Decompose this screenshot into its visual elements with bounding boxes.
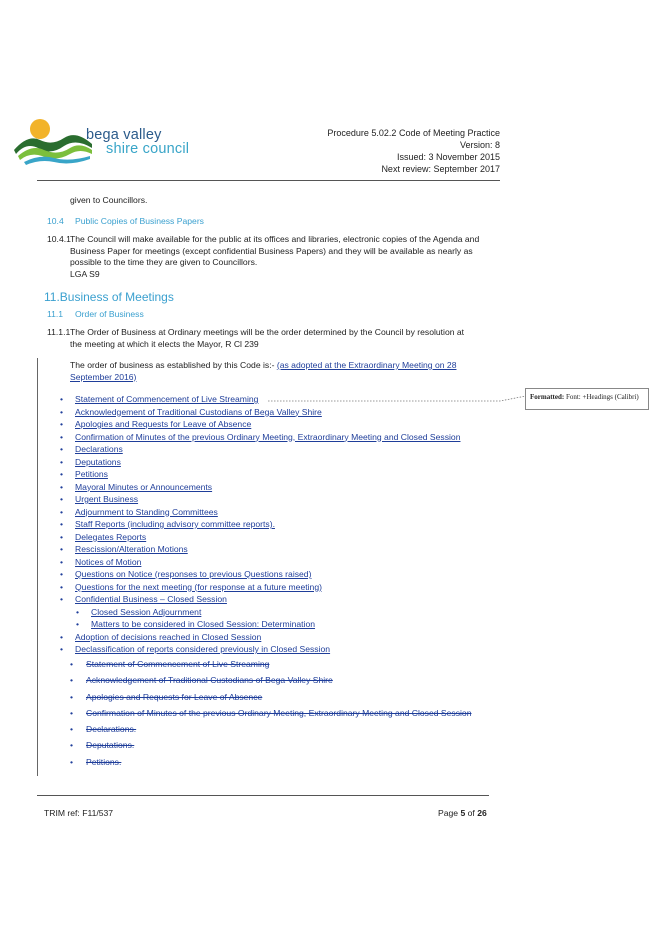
deleted-list-item: • Apologies and Requests for Leave of Absence [68, 689, 471, 705]
deleted-list-item: • Petitions. [68, 754, 471, 770]
paragraph-11-1-1-number: 11.1.1 [47, 327, 71, 337]
list-item: • Notices of Motion [58, 556, 460, 569]
list-item: • Confidential Business – Closed Session [58, 593, 460, 606]
inserted-text: (as adopted at the Extraordinary Meeting on 28 [276, 360, 457, 370]
list-item: • Deputations [58, 456, 460, 469]
comment-leader-line [268, 392, 528, 404]
deleted-list-item: • Declarations. [68, 721, 471, 737]
deleted-list-item: • Acknowledgement of Traditional Custodians of Bega Valley Shire [68, 672, 471, 688]
section-10-4-number: 10.4 [47, 216, 64, 226]
paragraph-10-4-1 [70, 234, 510, 280]
list-item: • Declassification of reports considered previously in Closed Session [58, 643, 460, 656]
logo-hills-icon [14, 116, 94, 166]
inserted-text: September 2016) [70, 371, 137, 382]
list-item: • Questions on Notice (responses to previous Questions raised) [58, 568, 460, 581]
next-review-date: Next review: September 2017 [381, 164, 500, 174]
paragraph-line: Business Paper for meetings (except confidential Business Papers) and they will be available as nearly as [70, 245, 473, 256]
list-item: • Adjournment to Standing Committees [58, 506, 460, 519]
logo-text-line1: bega valley [86, 127, 162, 143]
comment-balloon[interactable] [525, 388, 649, 410]
list-item: • Statement of Commencement of Live Streaming [58, 393, 460, 406]
list-item: • Confirmation of Minutes of the previous Ordinary Meeting, Extraordinary Meeting and Closed Session [58, 431, 460, 444]
legislation-ref: LGA S9 [70, 268, 100, 279]
deleted-list-item: • Deputations. [68, 737, 471, 753]
comment-text: Font: +Headings (Calibri) [564, 393, 639, 401]
list-item: • Acknowledgement of Traditional Custodians of Bega Valley Shire [58, 406, 460, 419]
deleted-list-item: • Confirmation of Minutes of the previous Ordinary Meeting, Extraordinary Meeting and Closed Session [68, 705, 471, 721]
list-item: • Staff Reports (including advisory committee reports). [58, 518, 460, 531]
section-11-1-number: 11.1 [47, 309, 64, 319]
paragraph-line: the meeting at which it elects the Mayor, R Cl 239 [70, 338, 259, 349]
sub-list-item: • Closed Session Adjournment [58, 606, 460, 619]
list-item: • Apologies and Requests for Leave of Absence [58, 418, 460, 431]
page-number: Page 5 of 26 [438, 808, 487, 818]
heading-business-of-meetings: 11.Business of Meetings [44, 290, 174, 304]
list-item: • Urgent Business [58, 493, 460, 506]
footer-divider [37, 795, 489, 796]
list-item: • Adoption of decisions reached in Closed Session [58, 631, 460, 644]
continued-text: given to Councillors. [70, 195, 148, 205]
section-11-1-title: Order of Business [75, 309, 144, 319]
current-page: 5 [460, 808, 466, 818]
total-pages: 26 [477, 808, 487, 818]
header-divider [37, 180, 500, 181]
procedure-title: Procedure 5.02.2 Code of Meeting Practice [327, 128, 500, 138]
logo-text-line2: shire council [106, 141, 190, 157]
list-item: • Mayoral Minutes or Announcements [58, 481, 460, 494]
issued-date: Issued: 3 November 2015 [396, 152, 500, 162]
comment-label: Formatted: [530, 393, 565, 401]
paragraph-line: The Order of Business at Ordinary meetings will be the order determined by the Council by resolution at [70, 327, 465, 337]
list-item: • Rescission/Alteration Motions [58, 543, 460, 556]
version-text: Version: 8 [459, 140, 500, 150]
paragraph-line: possible to the time they are given to Councillors. [70, 257, 258, 267]
sub-list-item: • Matters to be considered in Closed Session: Determination [58, 618, 460, 631]
paragraph-10-4-1-number: 10.4.1 [47, 234, 71, 244]
order-of-business-list [58, 393, 460, 656]
change-bar [37, 358, 38, 776]
deleted-list-item: • Statement of Commencement of Live Streaming [68, 656, 471, 672]
order-intro-text: The order of business as established by this Code is:- [70, 360, 277, 370]
section-10-4-title: Public Copies of Business Papers [75, 216, 204, 226]
trim-reference: TRIM ref: F11/537 [44, 808, 114, 818]
list-item: • Petitions [58, 468, 460, 481]
paragraph-11-1-1 [70, 327, 510, 350]
order-intro [70, 360, 510, 383]
list-item: • Declarations [58, 443, 460, 456]
paragraph-line: The Council will make available for the public at its offices and libraries, electronic copies of the Agenda and [70, 234, 480, 244]
list-item: • Delegates Reports [58, 531, 460, 544]
deleted-items-list [68, 656, 471, 770]
list-item: • Questions for the next meeting (for response at a future meeting) [58, 581, 460, 594]
